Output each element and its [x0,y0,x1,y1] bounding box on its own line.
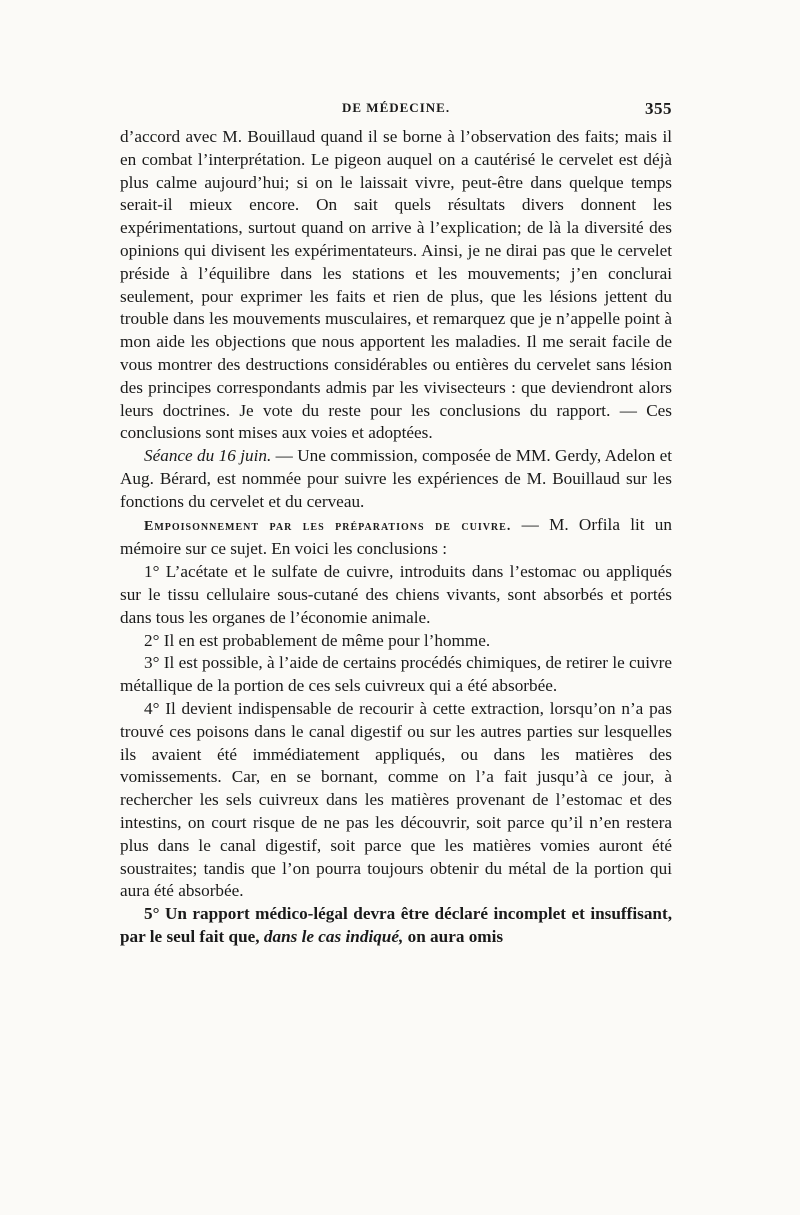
page-number: 355 [645,99,672,118]
conclusion-4: 4° Il devient indispensable de recourir à cette extraction, lorsqu’on n’a pas trouvé ces poisons dans le canal digestif ou sur les autres parties sur lesquelles ils avaient été immédiatement appliqués, ou dans les matières des vomissements. Car, en se bornant, comme on l’a fait jusqu’à ce jour, à rechercher les sels cuivreux dans les matières provenant de l’estomac et des intestins, on court risque de ne pas les découvrir, soit parce qu’il n’en restera plus dans le canal digestif, soit parce que les matières vomies auront été soustraites; tandis que l’on pourra toujours obtenir du métal de la portion qui aura été absorbée. [120,698,672,901]
seance-date: Séance du 16 juin. [144,446,272,466]
conclusion-1: 1° L’acétate et le sulfate de cuivre, introduits dans l’estomac ou appliqués sur le tissu cellulaire sous-cutané des chiens vivants, sont absorbés et portés dans tous les organes de l’économie animale. [120,562,672,627]
section-paragraph [120,514,672,562]
conclusion-5 [120,903,672,949]
conclusion-5-italic: dans le cas indiqué, [263,926,404,946]
section-intro: — M. Orfila lit un mémoire sur ce sujet. En voici les conclusions : [120,514,672,559]
seance-text: — Une commission, composée de MM. Gerdy, Adelon et Aug. Bérard, est nommée pour suivre les expériences de M. Bouillaud sur les fonctions du cervelet et du cerveau. [120,446,673,511]
book-page [120,100,672,949]
running-head [120,100,672,126]
section-title: Empoisonnement par les préparations de cuivre. [144,518,512,534]
conclusion-2: 2° Il en est probablement de même pour l’homme. [144,630,491,650]
paragraph-seance [120,445,672,513]
paragraph-continuation: d’accord avec M. Bouillaud quand il se borne à l’observation des faits; mais il en combat l’interprétation. Le pigeon auquel on a cautérisé le cervelet est déjà plus calme aujourd’hui; si on le laissait vivre, peut-être dans quelque temps serait-il mieux encore. On sait quels résultats divers donnent les expérimentations, surtout quand on arrive à l’explication; de là la diversité des opinions qui divisent les expérimentateurs. Ainsi, je ne dirai pas que le cervelet préside à l’équilibre dans les stations et les mouvements; j’en conclurai seulement, pour exprimer les faits et rien de plus, que les lésions jettent du trouble dans les mouvements musculaires, et remarquez que je n’appelle point à mon aide les objections que nous apportent les maladies. Il me serait facile de vous montrer des destructions considérables ou entières du cervelet sans lésion des principes correspondants admis par les vivisecteurs : que deviendront alors leurs doctrines. Je vote du reste pour les conclusions du rapport. — Ces conclusions sont mises aux voies et adoptées. [120,127,672,443]
running-title: DE MÉDECINE. [342,100,451,115]
page-body [120,126,672,949]
conclusion-5-end: on aura omis [407,926,504,946]
conclusion-3: 3° Il est possible, à l’aide de certains procédés chimiques, de retirer le cuivre métallique de la portion de ces sels cuivreux qui a été absorbée. [120,653,672,696]
conclusion-5-start: 5° Un rapport médico-légal devra être déclaré incomplet et insuffisant, par le seul fait que, [120,904,672,946]
